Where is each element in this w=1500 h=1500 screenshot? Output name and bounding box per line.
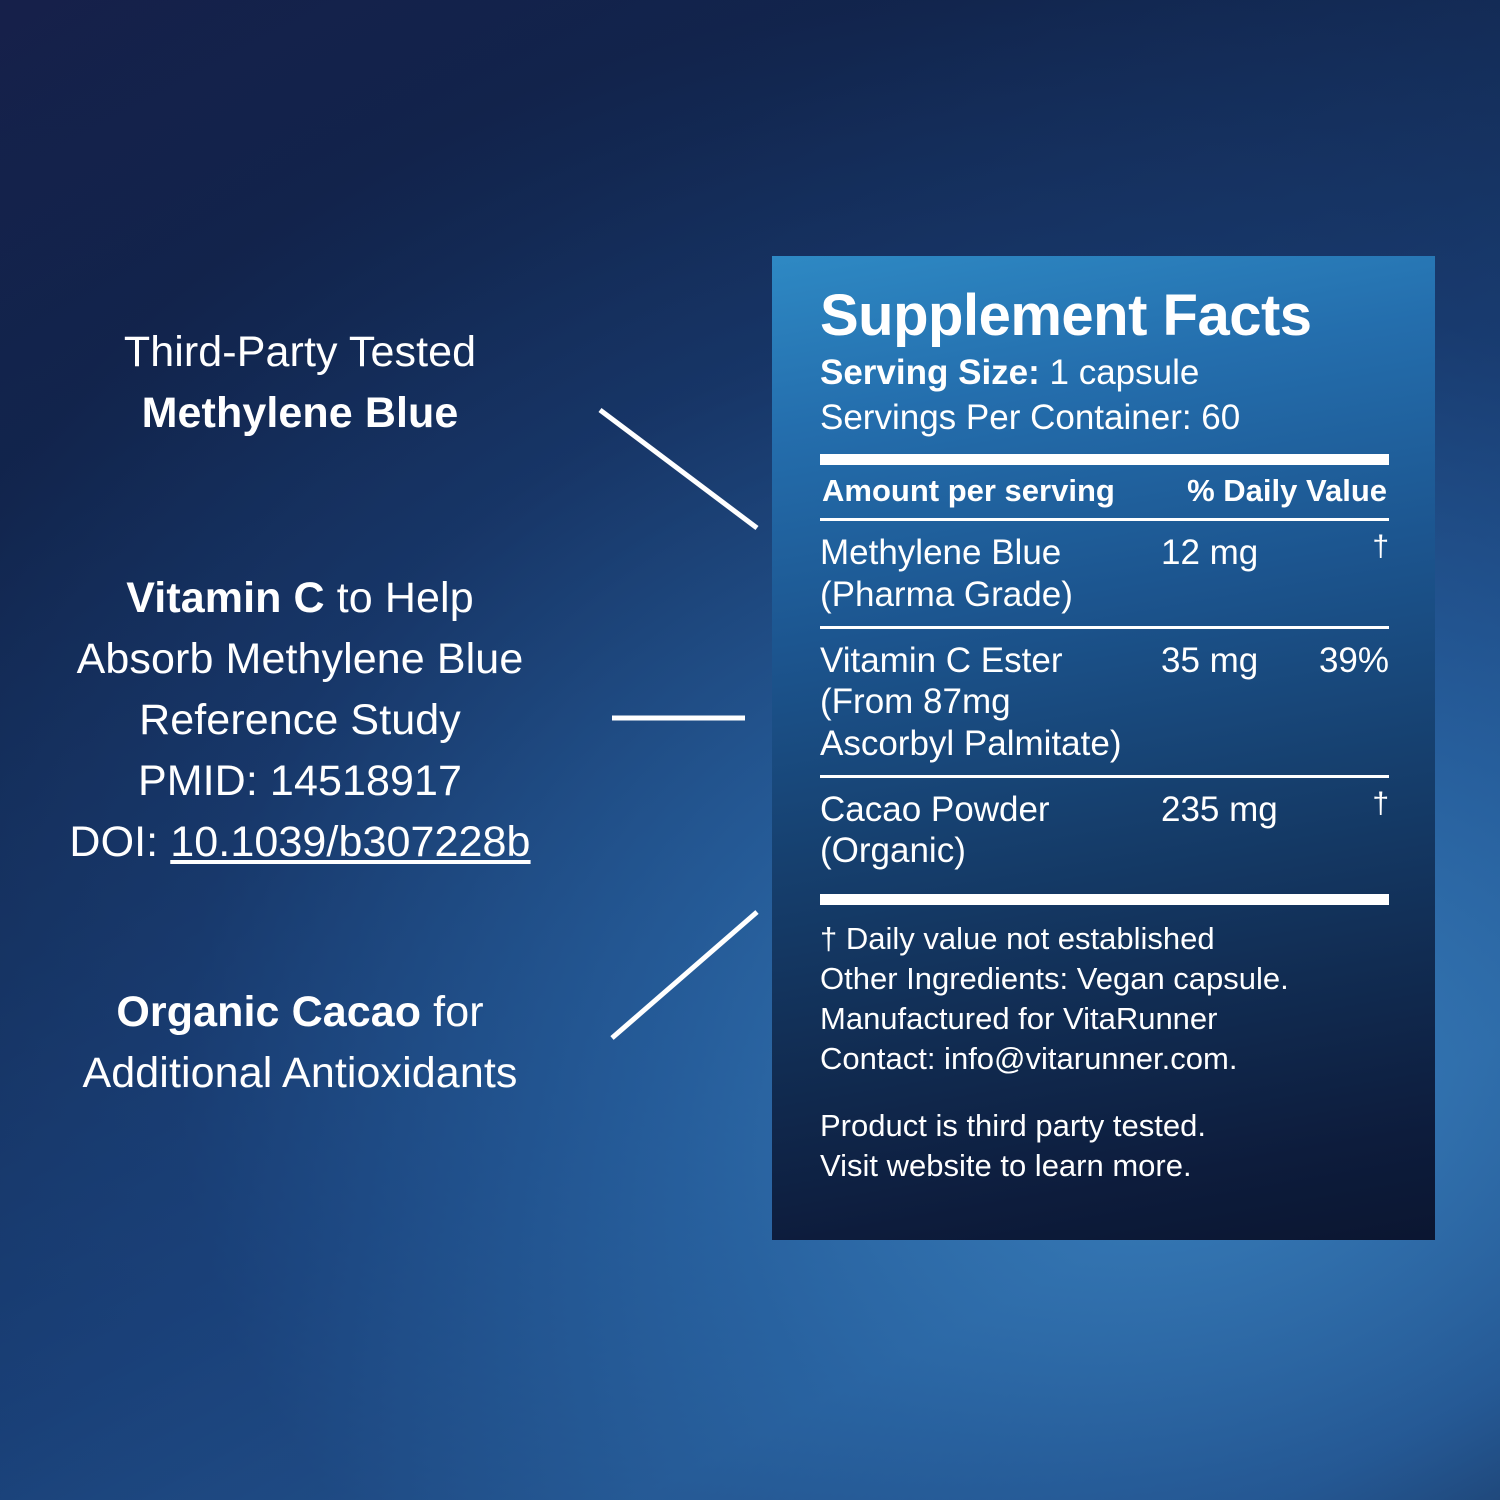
ingredient-name-cell [820,532,1161,615]
ingredient-name-cell [820,640,1161,764]
servings-per-container: Servings Per Container: 60 [820,397,1241,437]
callout-2-doi-label: DOI: [69,818,171,867]
ingredient-daily-value: 39% [1318,641,1389,681]
divider-thin-3 [820,775,1389,778]
ingredient-subname: (From 87mg [820,682,1011,722]
footnote-daily-value: † Daily value not established [820,920,1215,956]
serving-size-label: Serving Size: [820,352,1040,392]
ingredient-subname: (Organic) [820,831,966,871]
table-row [820,638,1389,766]
callout-methylene-blue [0,322,600,444]
callout-2-line-3: Reference Study [139,696,461,745]
ingredient-amount: 12 mg [1161,533,1259,573]
ingredient-name: Methylene Blue [820,533,1062,573]
serving-size-value: 1 capsule [1039,352,1200,392]
supplement-facts-panel [772,256,1435,1240]
callout-1-line-1: Third-Party Tested [123,328,477,376]
serving-size-row [820,351,1389,396]
table-row [820,530,1389,617]
column-header-daily-value: % Daily Value [1187,473,1387,509]
footnote-manufacturer: Manufactured for VitaRunner [820,1001,1218,1037]
callout-3-line-2: Additional Antioxidants [82,1049,518,1098]
callout-1-line-2: Methylene Blue [141,389,459,438]
ingredient-name: Vitamin C Ester [820,641,1063,681]
callout-3-line-1-plain: for [421,988,484,1036]
footnote-third-party: Product is third party tested. [820,1107,1206,1143]
callout-3-line-1-bold: Organic Cacao [116,988,422,1036]
footnotes-block [820,919,1389,1187]
ingredient-amount: 235 mg [1161,789,1278,829]
footnote-other-ingredients: Other Ingredients: Vegan capsule. [820,960,1289,996]
divider-thick-bottom [820,894,1389,905]
ingredient-name: Cacao Powder [820,789,1050,829]
supplement-facts-title: Supplement Facts [820,283,1312,348]
ingredient-daily-value: † [1372,786,1389,820]
callout-2-line-1-bold: Vitamin C [126,574,325,622]
ingredient-daily-value: † [1372,530,1389,564]
footnote-spacer [820,1080,1389,1106]
footnote-contact: Contact: info@vitarunner.com. [820,1041,1238,1077]
connector-line-methylene-blue [600,410,757,528]
connector-line-cacao [612,912,757,1038]
callout-2-line-2: Absorb Methylene Blue [76,635,524,684]
table-header-row [820,473,1389,509]
callout-organic-cacao [0,982,600,1104]
ingredient-subname: (Pharma Grade) [820,574,1073,614]
ingredient-amount: 35 mg [1161,641,1259,681]
callout-2-line-1-plain: to Help [324,574,474,622]
ingredient-subname-2: Ascorbyl Palmitate) [820,723,1122,763]
column-header-amount: Amount per serving [822,473,1115,509]
divider-thick-top [820,454,1389,465]
divider-thin-2 [820,626,1389,629]
callout-2-doi-link[interactable]: 10.1039/b307228b [170,818,531,867]
divider-thin-1 [820,518,1389,521]
ingredient-name-cell [820,789,1161,872]
table-row [820,787,1389,874]
callout-list [0,0,620,1500]
footnote-website: Visit website to learn more. [820,1148,1192,1184]
callout-2-pmid: PMID: 14518917 [137,757,463,806]
callout-vitamin-c [0,568,600,873]
